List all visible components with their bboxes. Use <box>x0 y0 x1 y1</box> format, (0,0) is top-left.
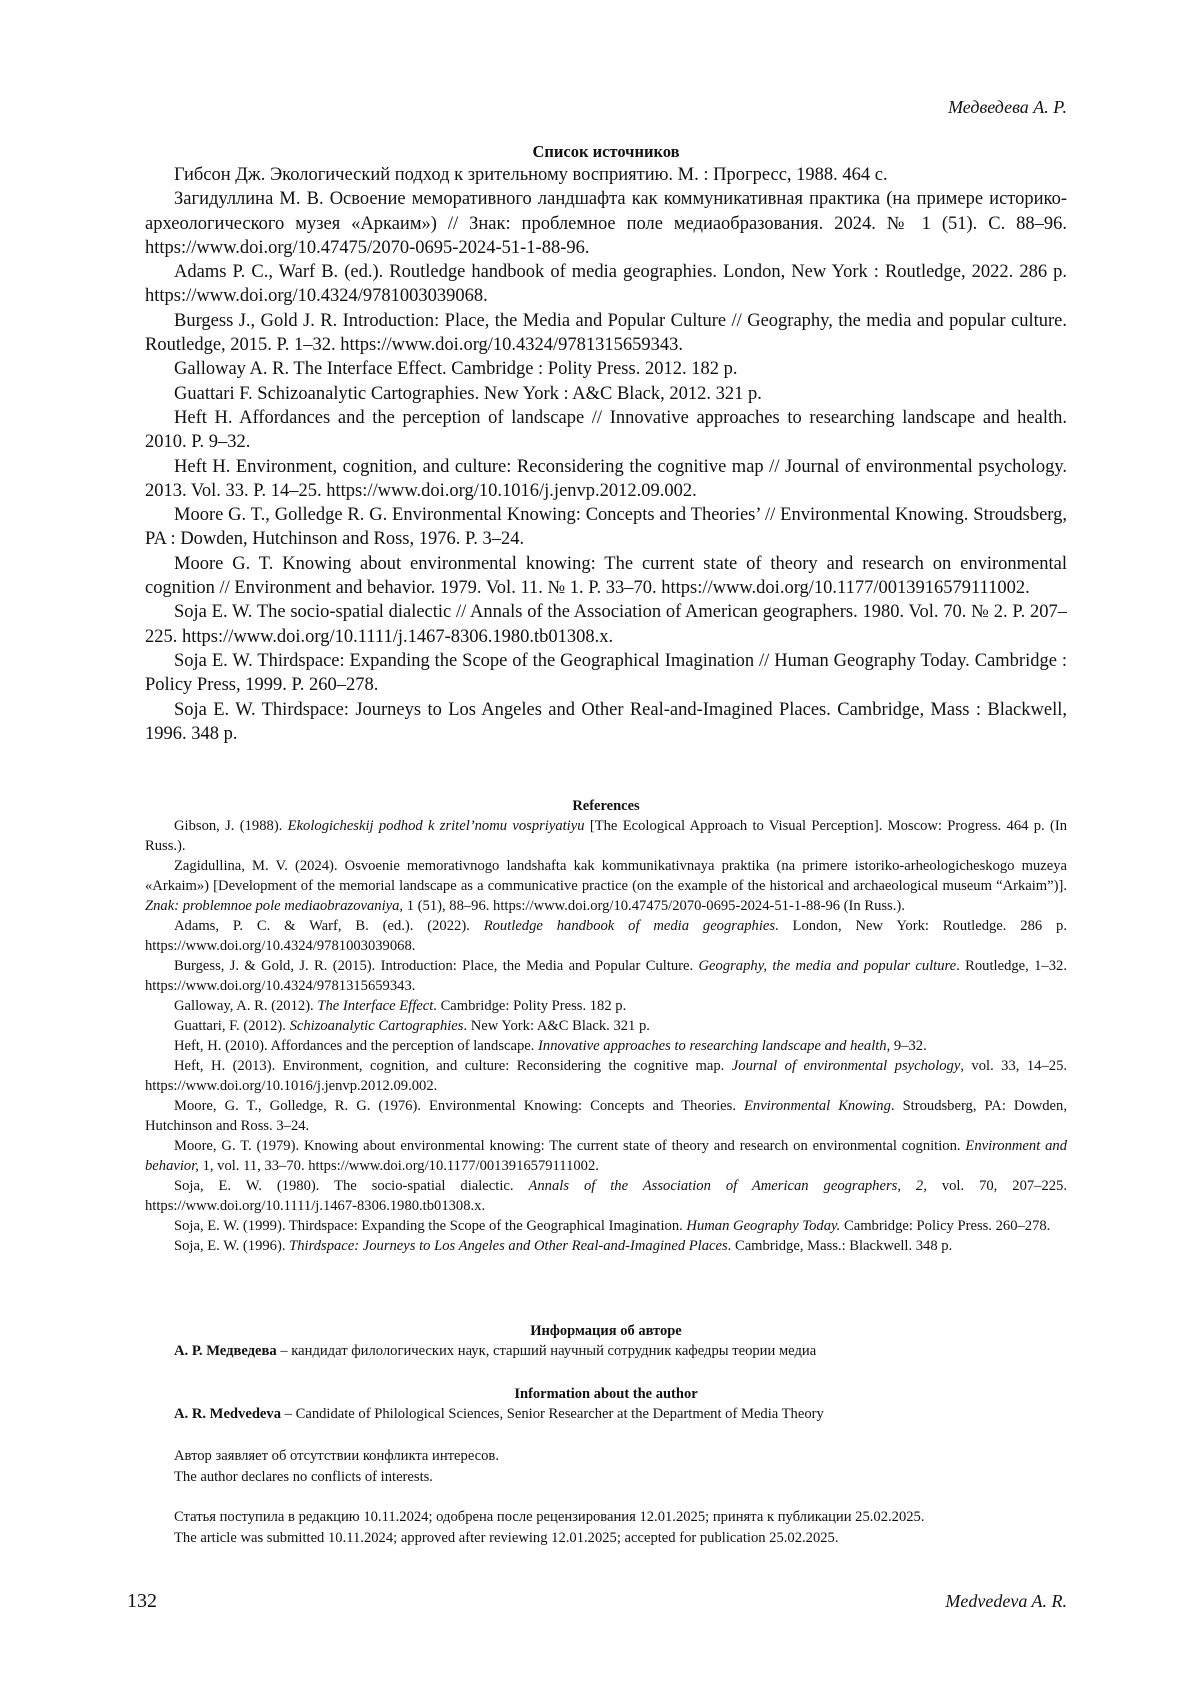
running-head: Медведева А. Р. <box>948 97 1067 117</box>
source-item: Guattari F. Schizoanalytic Cartographies. New York : A&C Black, 2012. 321 p. <box>174 383 762 404</box>
sources-heading: Список источников <box>532 142 680 161</box>
author-info-en-heading: Information about the author <box>514 1386 698 1402</box>
author-info-ru-heading: Информация об авторе <box>530 1323 682 1339</box>
author-info-en-text: A. R. Medvedeva – Candidate of Philological Sciences, Senior Researcher at the Department of Media Theory <box>174 1406 824 1422</box>
references-heading: References <box>572 798 640 814</box>
source-item: Soja E. W. Thirdspace: Journeys to Los Angeles and Other Real-and-Imagined Places. Cambridge, Mass : Blackwell, 1996. 348 p. <box>145 699 1067 744</box>
conflict-statement <box>145 1446 1067 1487</box>
source-item: Гибсон Дж. Экологический подход к зрительному восприятию. М. : Прогресс, 1988. 464 с. <box>174 165 888 185</box>
source-item: Galloway A. R. The Interface Effect. Cambridge : Polity Press. 2012. 182 p. <box>174 359 738 380</box>
reference-item: Galloway, A. R. (2012). The Interface Effect. Cambridge: Polity Press. 182 p. <box>174 998 627 1014</box>
article-dates <box>145 1507 1067 1548</box>
reference-item: Heft, H. (2013). Environment, cognition, and culture: Reconsidering the cognitive map. Journal of environmental psychology, vol. 33, 14–25. https://www.doi.org/10.1016/j.jenvp.2012.09.002. <box>145 1058 1068 1094</box>
conflict-ru: Автор заявляет об отсутствии конфликта интересов. <box>174 1448 499 1464</box>
reference-item: Gibson, J. (1988). Ekologicheskij podhod k zritel’nomu vospriyatiyu [The Ecological Approach to Visual Perception]. Moscow: Progress. 464 p. (In Russ.). <box>145 818 1067 854</box>
sources-list <box>145 163 1067 746</box>
source-item: Burgess J., Gold J. R. Introduction: Place, the Media and Popular Culture // Geography, the media and popular culture. Routledge, 2015. P. 1–32. https://www.doi.org/10.4324/9781315659343. <box>145 310 1067 356</box>
source-item: Adams P. C., Warf B. (ed.). Routledge handbook of media geographies. London, New York : Routledge, 2022. 286 p. https://www.doi.org/10.4324/9781003039068. <box>145 262 1067 307</box>
reference-item: Heft, H. (2010). Affordances and the perception of landscape. Innovative approaches to researching landscape and health, 9–32. <box>174 1038 927 1054</box>
source-item: Загидуллина М. В. Освоение меморативного ландшафта как коммуникативная практика (на примере историко-археологического музея «Аркаим») // Знак: проблемное поле медиаобразования. 2024. № 1 (51). С. 88–96. https://www.doi.org/10.47475/2070-0695-2024-51-1-88-96. <box>145 189 1067 258</box>
page-number: 132 <box>127 1590 157 1612</box>
dates-en: The article was submitted 10.11.2024; approved after reviewing 12.01.2025; accepted for publication 25.02.2025. <box>174 1529 839 1546</box>
running-foot: Medvedeva A. R. <box>945 1591 1067 1611</box>
reference-item: Zagidullina, M. V. (2024). Osvoenie memorativnogo landshafta kak kommunikativnaya praktika (na primere istoriko-arheologicheskogo muzeya «Arkaim») [Development of the memorial landscape as a communicative practice (on the example of the historical and archaeological museum “Arkaim”)]. Znak: problemnoe pole mediaobrazovaniya, 1 (51), 88–96. https://www.doi.org/10.47475/2070-0695-2024-51-1-88-96 (In Russ.). <box>145 858 1067 914</box>
dates-ru: Статья поступила в редакцию 10.11.2024; одобрена после рецензирования 12.01.2025; принята к публикации 25.02.2025. <box>174 1509 925 1525</box>
source-item: Soja E. W. The socio-spatial dialectic // Annals of the Association of American geographers. 1980. Vol. 70. № 2. P. 207–225. https://www.doi.org/10.1111/j.1467-8306.1980.tb01308.x. <box>145 602 1067 647</box>
reference-item: Soja, E. W. (1996). Thirdspace: Journeys to Los Angeles and Other Real-and-Imagined Places. Cambridge, Mass.: Blackwell. 348 p. <box>174 1238 953 1254</box>
author-info-en <box>145 1384 1067 1424</box>
conflict-en: The author declares no conflicts of interests. <box>174 1468 433 1485</box>
reference-item: Moore, G. T. (1979). Knowing about environmental knowing: The current state of theory and research on environmental cognition. Environment and behavior, 1, vol. 11, 33–70. https://www.doi.org/10.1177/0013916579111002. <box>145 1138 1067 1174</box>
source-item: Moore G. T., Golledge R. G. Environmental Knowing: Concepts and Theories’ // Environmental Knowing. Stroudsberg, PA : Dowden, Hutchinson and Ross, 1976. P. 3–24. <box>145 505 1067 550</box>
author-name-ru: А. Р. Медведева <box>174 1343 277 1359</box>
reference-item: Adams, P. C. & Warf, B. (ed.). (2022). Routledge handbook of media geographies. London, New York: Routledge. 286 p. https://www.doi.org/10.4324/9781003039068. <box>145 918 1067 954</box>
author-name-en: A. R. Medvedeva <box>174 1406 282 1422</box>
reference-item: Moore, G. T., Golledge, R. G. (1976). Environmental Knowing: Concepts and Theories. Environmental Knowing. Stroudsberg, PA: Dowden, Hutchinson and Ross. 3–24. <box>145 1098 1067 1134</box>
sources-section <box>145 141 1067 746</box>
references-section <box>145 796 1067 1256</box>
author-info-ru-text: А. Р. Медведева – кандидат филологических наук, старший научный сотрудник кафедры теории медиа <box>174 1343 817 1359</box>
source-item: Soja E. W. Thirdspace: Expanding the Scope of the Geographical Imagination // Human Geography Today. Cambridge : Policy Press, 1999. P. 260–278. <box>145 650 1067 696</box>
source-item: Moore G. T. Knowing about environmental knowing: The current state of theory and research on environmental cognition // Environment and behavior. 1979. Vol. 11. № 1. P. 33–70. https://www.doi.org/10.1177/0013916579111002. <box>145 553 1067 599</box>
reference-item: Guattari, F. (2012). Schizoanalytic Cartographies. New York: A&C Black. 321 p. <box>174 1018 650 1034</box>
source-item: Heft H. Environment, cognition, and culture: Reconsidering the cognitive map // Journal of environmental psychology. 2013. Vol. 33. P. 14–25. https://www.doi.org/10.1016/j.jenvp.2012.09.002. <box>145 456 1067 501</box>
reference-item: Soja, E. W. (1980). The socio-spatial dialectic. Annals of the Association of American geographers, 2, vol. 70, 207–225. https://www.doi.org/10.1111/j.1467-8306.1980.tb01308.x. <box>145 1178 1067 1214</box>
author-info-ru <box>145 1321 1067 1361</box>
reference-item: Burgess, J. & Gold, J. R. (2015). Introduction: Place, the Media and Popular Culture. Geography, the media and popular culture. Routledge, 1–32. https://www.doi.org/10.4324/9781315659343. <box>145 958 1067 994</box>
reference-item: Soja, E. W. (1999). Thirdspace: Expanding the Scope of the Geographical Imagination. Human Geography Today. Cambridge: Policy Press. 260–278. <box>174 1218 1051 1234</box>
source-item: Heft H. Affordances and the perception of landscape // Innovative approaches to researching landscape and health. 2010. P. 9–32. <box>145 407 1067 453</box>
journal-page <box>127 0 1068 1698</box>
